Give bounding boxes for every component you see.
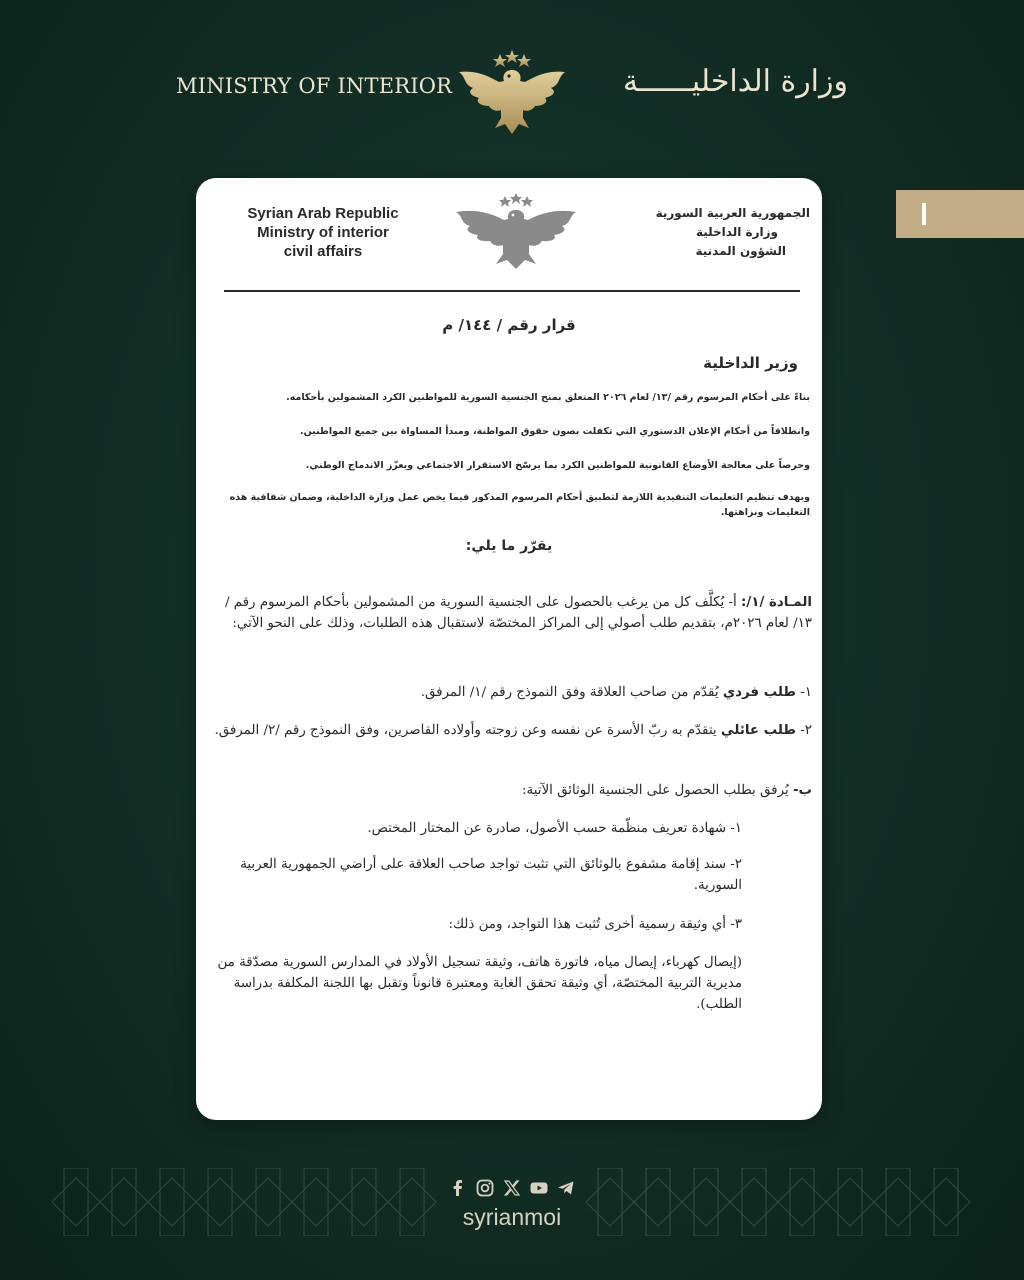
resolves-heading: يقرّر ما يلي: xyxy=(465,538,553,554)
request-item-text: يُقدّم من صاحب العلاقة وفق النموذج رقم /١/ المرفق. xyxy=(420,685,719,700)
document-eagle-emblem xyxy=(454,192,578,270)
page-marker-bar xyxy=(922,203,926,225)
request-item-text: يتقدّم به ربّ الأسرة عن نفسه وعن زوجته وأولاده القاصرين، وفق النموذج رقم /٢/ المرفق. xyxy=(214,723,717,738)
eagle-emblem xyxy=(455,48,569,136)
telegram-icon[interactable] xyxy=(556,1178,576,1198)
decorative-pattern xyxy=(52,1168,438,1236)
decision-document xyxy=(196,178,822,1120)
request-item-type: طلب عائلي xyxy=(720,723,796,738)
document-header-en-line: Ministry of interior xyxy=(257,224,389,241)
page-marker xyxy=(896,190,1024,238)
header-title-en: MINISTRY OF INTERIOR xyxy=(176,74,453,98)
document-list-item: ٣- أي وثيقة رسمية أخرى تُثبت هذا التواجد، ومن ذلك: xyxy=(448,917,742,932)
document-header-ar-line: وزارة الداخلية xyxy=(695,225,778,239)
youtube-icon[interactable] xyxy=(529,1178,549,1198)
request-type-item xyxy=(212,720,812,741)
document-list-item: ٢- سند إقامة مشفوع بالوثائق التي تثبت تواجد صاحب العلاقة على أراضي الجمهورية العربية السورية. xyxy=(240,857,742,893)
header-title-ar: وزارة الداخليــــــة xyxy=(623,64,848,99)
article-1-text: أ- يُكلَّف كل من يرغب بالحصول على الجنسية السورية من المشمولين بأحكام المرسوم رقم /١٣/ لعام ٢٠٢٦م، بتقديم طلب أصولي إلى المراكز المختصّة لاستقبال هذه الطلبات، وذلك على النحو الآتي: xyxy=(224,595,812,631)
decorative-pattern xyxy=(586,1168,972,1236)
preamble-paragraph: بناءً على أحكام المرسوم رقم /١٣/ لعام ٢٠٢٦ المتعلق بمنح الجنسية السورية للمواطنين الكرد المشمولين بأحكامه. xyxy=(286,392,810,403)
instagram-icon[interactable] xyxy=(475,1178,495,1198)
social-links xyxy=(448,1176,576,1200)
request-type-item xyxy=(212,682,812,703)
request-item-number: ١- xyxy=(800,685,812,700)
section-b-label: ب- xyxy=(792,783,812,798)
document-header-en-line: civil affairs xyxy=(283,243,363,260)
preamble-paragraph: وبهدف تنظيم التعليمات التنفيذية اللازمة لتطبيق أحكام المرسوم المذكور فيما يخص عمل وزارة الداخلية، وضمان شفافية هذه التعليمات ونزاهتها. xyxy=(229,492,810,518)
facebook-icon[interactable] xyxy=(448,1178,468,1198)
request-item-type: طلب فردي xyxy=(722,685,796,700)
article-1 xyxy=(212,592,812,634)
document-list-item: ١- شهادة تعريف منظّمة حسب الأصول، صادرة عن المختار المختص. xyxy=(367,821,742,836)
document-header-ar xyxy=(610,204,810,261)
minister-title: وزير الداخلية xyxy=(703,354,798,372)
social-handle: syrianmoi xyxy=(462,1204,562,1230)
document-header-en xyxy=(214,204,432,261)
article-1-label: المـادة /١/: xyxy=(741,595,812,610)
document-header-en-line: Syrian Arab Republic xyxy=(247,205,399,222)
preamble-paragraph: وانطلاقاً من أحكام الإعلان الدستوري التي تكفلت بصون حقوق المواطنة، ومبدأ المساواة بين جميع المواطنين. xyxy=(299,426,810,437)
document-header-ar-line: الشؤون المدنية xyxy=(695,244,786,258)
document-header-ar-line: الجمهورية العربية السورية xyxy=(655,206,810,220)
x-icon[interactable] xyxy=(502,1178,522,1198)
request-item-number: ٢- xyxy=(800,723,812,738)
preamble-paragraph: وحرصاً على معالجة الأوضاع القانونية للمواطنين الكرد بما يرسّخ الاستقرار الاجتماعي ويعزّز الاندماج الوطني. xyxy=(305,460,810,471)
document-examples: (إيصال كهرباء، إيصال مياه، فاتورة هاتف، وثيقة تسجيل الأولاد في المدارس السورية مصدّقة من مديرية التربية المختصّة، أي وثيقة تحقق الغاية ومعتبرة قانوناً وتقبل بها اللجنة المكلفة بدراسة الطلب). xyxy=(217,955,742,1012)
decision-title: قرار رقم / ١٤٤/ م xyxy=(442,316,576,334)
section-b xyxy=(212,780,812,801)
section-b-text: يُرفق بطلب الحصول على الجنسية الوثائق الآتية: xyxy=(522,783,789,798)
header-divider xyxy=(224,290,800,292)
